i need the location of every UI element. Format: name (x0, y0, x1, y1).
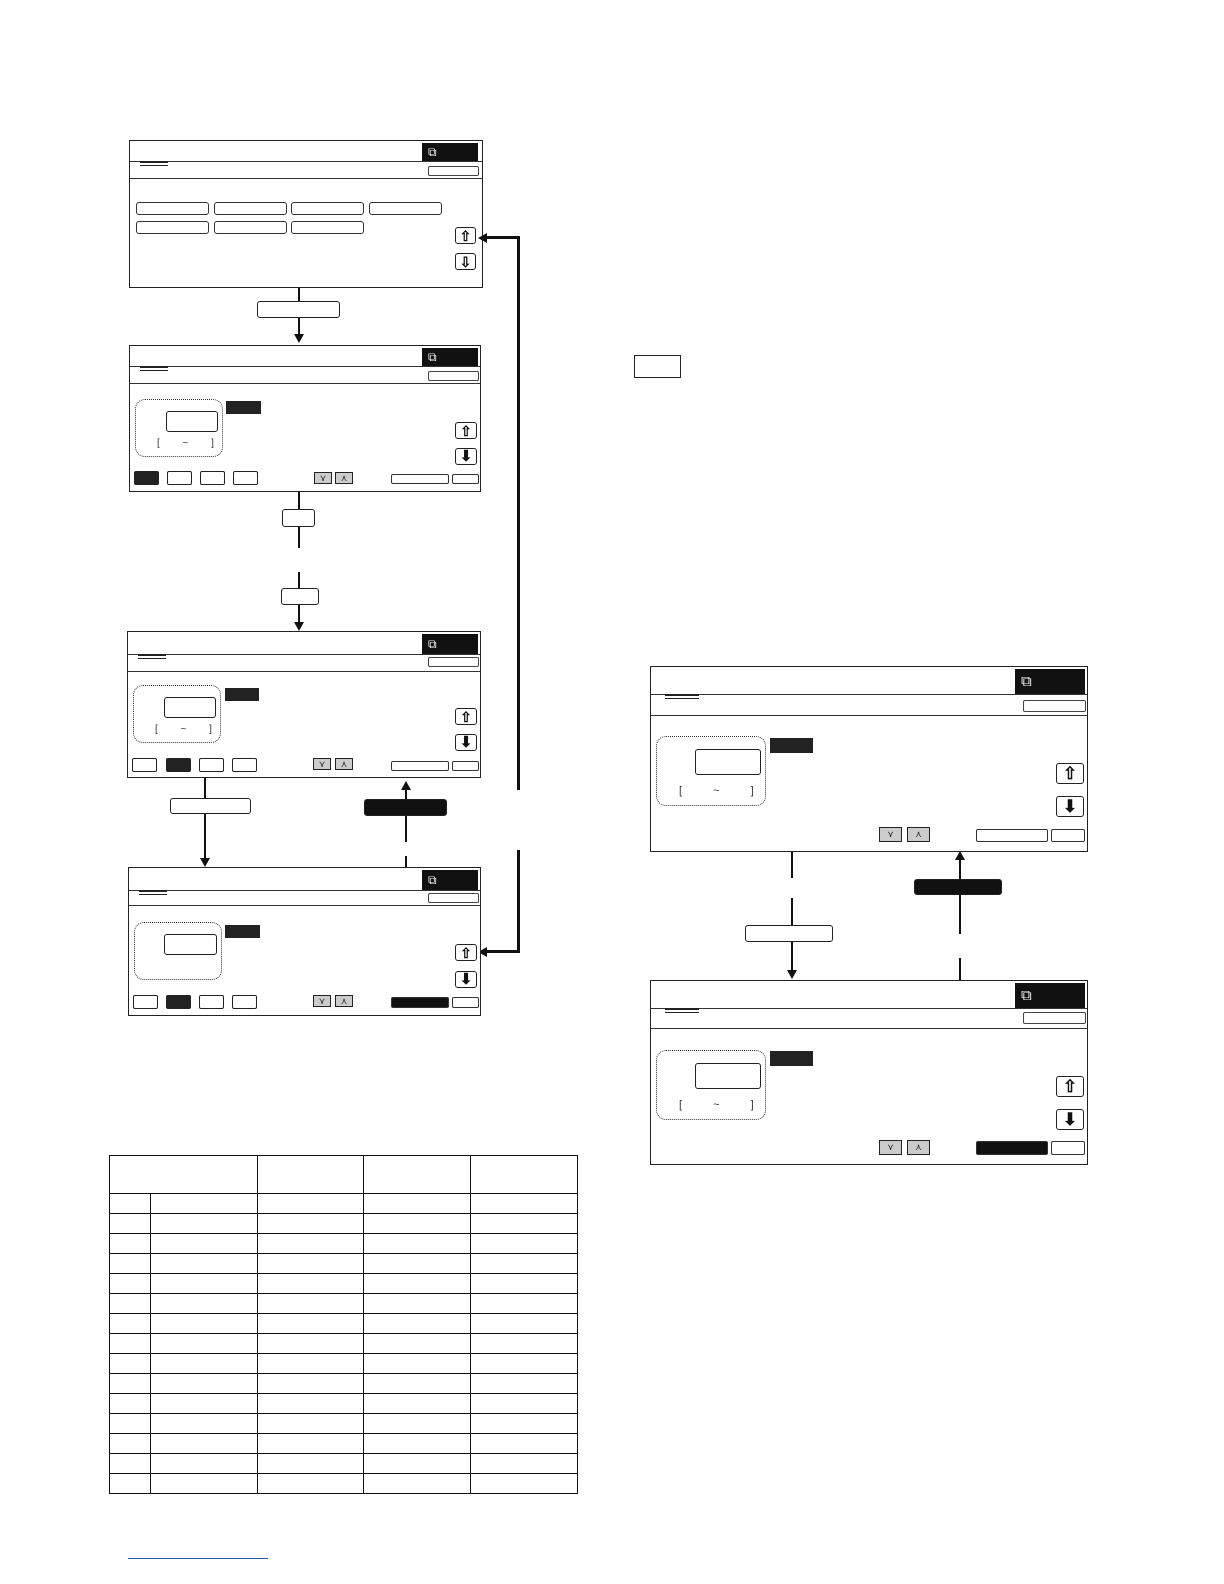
table-cell (257, 1234, 364, 1254)
back-button[interactable] (1051, 1141, 1085, 1155)
loop-line (486, 236, 520, 239)
back-button[interactable] (452, 761, 479, 771)
flow-line (405, 790, 407, 842)
table-cell (471, 1194, 578, 1214)
table-cell (364, 1156, 471, 1194)
table-row (110, 1374, 578, 1394)
up-arrow-icon[interactable]: ⇧ (455, 422, 477, 439)
table-cell (150, 1414, 257, 1434)
loop-line (517, 237, 520, 790)
increase-icon[interactable]: ⋏ (335, 472, 353, 484)
flow-arrowhead (294, 622, 304, 631)
flow-arrowhead (200, 858, 210, 867)
flow-arrowhead (787, 970, 797, 979)
table-cell (110, 1254, 151, 1274)
execute-button[interactable] (976, 1141, 1048, 1155)
copy-mode-icon: ⧉ (428, 873, 437, 887)
up-arrow-icon[interactable]: ⇧ (1056, 1076, 1084, 1097)
table-row (110, 1354, 578, 1374)
flow-arrowhead (401, 781, 411, 790)
table-cell (150, 1234, 257, 1254)
table-cell (110, 1214, 151, 1234)
setting-screen-1 (129, 345, 481, 492)
table-row (110, 1394, 578, 1414)
up-arrow-icon[interactable]: ⇧ (455, 227, 476, 244)
table-cell (257, 1434, 364, 1454)
table-cell (110, 1354, 151, 1374)
table-cell (364, 1474, 471, 1494)
table-cell (150, 1214, 257, 1234)
value-field[interactable] (695, 1063, 761, 1089)
table-row (110, 1194, 578, 1214)
footer-link-line[interactable] (128, 1558, 268, 1559)
table-cell (110, 1414, 151, 1434)
copy-mode-icon: ⧉ (1021, 987, 1032, 1004)
table-row (110, 1414, 578, 1434)
table-row (110, 1234, 578, 1254)
back-button[interactable] (1051, 829, 1085, 842)
tab-button-4[interactable] (232, 758, 257, 772)
table-cell (257, 1374, 364, 1394)
execute-button[interactable] (391, 474, 449, 484)
tab-button-2[interactable] (166, 758, 191, 772)
increase-icon[interactable]: ⋏ (907, 1140, 930, 1155)
table-cell (257, 1354, 364, 1374)
up-arrow-icon[interactable]: ⇧ (455, 708, 477, 725)
tab-button-1[interactable] (134, 471, 159, 485)
table-cell (110, 1374, 151, 1394)
table-cell (364, 1374, 471, 1394)
table-cell (150, 1474, 257, 1494)
table-cell (150, 1334, 257, 1354)
up-arrow-icon[interactable]: ⇧ (455, 944, 477, 961)
down-arrow-icon[interactable]: ⬇ (1056, 796, 1084, 817)
loop-line (486, 950, 520, 953)
item-label-tag (770, 1051, 813, 1066)
table-cell (257, 1274, 364, 1294)
ok-button[interactable] (1023, 700, 1086, 712)
table-cell (150, 1394, 257, 1414)
decrease-icon[interactable]: ⋎ (879, 1140, 902, 1155)
tab-lines-icon (140, 366, 168, 373)
table-cell (110, 1394, 151, 1414)
key-button[interactable] (214, 221, 287, 234)
table-cell (110, 1454, 151, 1474)
table-cell (471, 1214, 578, 1234)
flow-key (257, 301, 340, 318)
table-cell (471, 1234, 578, 1254)
mode-badge[interactable] (422, 870, 478, 890)
key-button[interactable] (214, 202, 287, 215)
setting-screen-4 (650, 666, 1088, 852)
table-row (110, 1294, 578, 1314)
table-row (110, 1454, 578, 1474)
table-cell (364, 1454, 471, 1474)
table-cell (257, 1156, 364, 1194)
value-field[interactable] (166, 411, 218, 432)
table-cell (471, 1274, 578, 1294)
flow-line (959, 860, 961, 934)
table-cell (364, 1194, 471, 1214)
table-cell (150, 1374, 257, 1394)
down-arrow-icon[interactable]: ⬇ (455, 734, 477, 751)
sub-bar (651, 694, 1087, 716)
table-row (110, 1474, 578, 1494)
table-cell (471, 1454, 578, 1474)
table-cell (110, 1474, 151, 1494)
setting-screen-3 (128, 867, 481, 1016)
tab-button-2[interactable] (167, 471, 192, 485)
table-cell (150, 1194, 257, 1214)
decrease-icon[interactable]: ⋎ (313, 758, 331, 770)
copy-mode-icon: ⧉ (428, 637, 437, 651)
flow-line (791, 852, 793, 878)
value-field[interactable] (164, 697, 216, 718)
tab-button-3[interactable] (200, 471, 225, 485)
tab-button-2[interactable] (166, 995, 191, 1009)
increase-icon[interactable]: ⋏ (335, 758, 353, 770)
ok-button[interactable] (428, 371, 479, 381)
item-label-tag (225, 688, 259, 701)
setting-screen-2 (127, 631, 481, 778)
table-cell (257, 1334, 364, 1354)
table-cell (257, 1214, 364, 1234)
table-row (110, 1274, 578, 1294)
table-header-row (110, 1156, 578, 1194)
increase-icon[interactable]: ⋏ (335, 995, 353, 1007)
table-cell (257, 1414, 364, 1434)
ok-button[interactable] (428, 657, 479, 667)
tab-lines-icon (665, 694, 699, 701)
ok-button[interactable] (1023, 1012, 1086, 1024)
item-label-tag (770, 738, 813, 753)
decrease-icon[interactable]: ⋎ (879, 827, 902, 842)
tab-button-3[interactable] (199, 758, 224, 772)
table-cell (150, 1354, 257, 1374)
tab-lines-icon (665, 1008, 699, 1015)
table-cell (471, 1254, 578, 1274)
execute-button[interactable] (976, 829, 1048, 842)
table-cell (364, 1354, 471, 1374)
decrease-icon[interactable]: ⋎ (313, 995, 331, 1007)
table-row (110, 1334, 578, 1354)
setting-screen-5 (650, 980, 1088, 1165)
table-cell (150, 1274, 257, 1294)
increase-icon[interactable]: ⋏ (907, 827, 930, 842)
tab-button-3[interactable] (199, 995, 224, 1009)
table-cell (110, 1274, 151, 1294)
table-cell (471, 1314, 578, 1334)
tab-button-4[interactable] (232, 995, 257, 1009)
flow-key (282, 509, 315, 527)
table-cell (150, 1434, 257, 1454)
item-label-tag (226, 401, 261, 414)
flow-line (204, 778, 206, 860)
flow-key-dark (914, 879, 1002, 895)
down-arrow-icon[interactable]: ⬇ (455, 971, 477, 988)
table-cell (471, 1334, 578, 1354)
flow-arrowhead (955, 851, 965, 860)
table-row (110, 1214, 578, 1234)
flow-key (281, 588, 319, 605)
table-row (110, 1434, 578, 1454)
table-row (110, 1254, 578, 1274)
mode-badge[interactable] (1015, 983, 1085, 1008)
mode-badge[interactable] (1015, 669, 1085, 694)
table-cell (110, 1194, 151, 1214)
tab-lines-icon (140, 161, 168, 168)
table-cell (110, 1434, 151, 1454)
table-cell (471, 1394, 578, 1414)
table-cell (364, 1214, 471, 1234)
table-cell (471, 1374, 578, 1394)
settings-table (109, 1155, 578, 1494)
item-label-tag (225, 925, 260, 938)
table-cell (364, 1234, 471, 1254)
table-cell (364, 1414, 471, 1434)
tab-lines-icon (139, 890, 167, 897)
table-cell (364, 1314, 471, 1334)
flow-key (170, 798, 251, 814)
table-cell (364, 1254, 471, 1274)
table-cell (257, 1314, 364, 1334)
flow-arrowhead (294, 334, 304, 343)
key-button[interactable] (369, 202, 442, 215)
key-button[interactable] (291, 202, 364, 215)
table-cell (150, 1454, 257, 1474)
sub-bar (651, 1008, 1087, 1029)
table-cell (364, 1334, 471, 1354)
flow-line (959, 958, 961, 980)
flow-key (745, 925, 833, 942)
table-cell (471, 1294, 578, 1314)
table-cell (257, 1474, 364, 1494)
up-arrow-icon[interactable]: ⇧ (1056, 763, 1084, 784)
ok-button[interactable] (428, 166, 479, 176)
mode-badge[interactable] (422, 143, 478, 161)
back-button[interactable] (452, 997, 479, 1008)
down-arrow-icon[interactable]: ⬇ (1056, 1109, 1084, 1130)
copy-mode-icon: ⧉ (1021, 673, 1032, 690)
key-button[interactable] (136, 202, 209, 215)
table-cell (471, 1156, 578, 1194)
range-text: [ ~ ] (679, 785, 768, 797)
table-cell (471, 1354, 578, 1374)
ok-button[interactable] (428, 893, 479, 903)
table-cell (364, 1294, 471, 1314)
table-cell (257, 1254, 364, 1274)
table-cell (471, 1474, 578, 1494)
table-cell (150, 1254, 257, 1274)
range-text: [ ~ ] (679, 1099, 768, 1111)
table-cell (257, 1294, 364, 1314)
down-arrow-icon[interactable]: ⇩ (455, 253, 476, 270)
key-list-screen (129, 140, 483, 288)
table-cell (110, 1314, 151, 1334)
mode-badge[interactable] (422, 634, 478, 654)
tab-button-1[interactable] (133, 995, 158, 1009)
table-cell (364, 1274, 471, 1294)
value-field[interactable] (164, 934, 217, 955)
table-cell (110, 1234, 151, 1254)
note-key-box (634, 355, 681, 378)
table-cell (110, 1294, 151, 1314)
table-cell (471, 1414, 578, 1434)
table-row (110, 1314, 578, 1334)
table-cell (150, 1314, 257, 1334)
tab-button-1[interactable] (132, 758, 157, 772)
back-button[interactable] (452, 474, 479, 484)
execute-button[interactable] (391, 761, 449, 771)
table-cell (110, 1156, 258, 1194)
mode-badge[interactable] (422, 348, 478, 366)
table-cell (257, 1454, 364, 1474)
value-field[interactable] (695, 749, 761, 775)
table-cell (364, 1394, 471, 1414)
execute-button[interactable] (391, 997, 449, 1008)
range-text: [ ~ ] (157, 438, 224, 449)
tab-button-4[interactable] (233, 471, 258, 485)
loop-line (517, 850, 520, 952)
key-button[interactable] (136, 221, 209, 234)
down-arrow-icon[interactable]: ⬇ (455, 448, 477, 465)
table-cell (257, 1394, 364, 1414)
range-text: [ ~ ] (155, 724, 222, 735)
table-cell (257, 1194, 364, 1214)
table-cell (110, 1334, 151, 1354)
copy-mode-icon: ⧉ (428, 350, 437, 364)
table-cell (364, 1434, 471, 1454)
tab-lines-icon (138, 654, 166, 661)
copy-mode-icon: ⧉ (428, 145, 437, 159)
decrease-icon[interactable]: ⋎ (314, 472, 332, 484)
table-cell (471, 1434, 578, 1454)
flow-key-dark (364, 799, 447, 816)
table-cell (150, 1294, 257, 1314)
key-button[interactable] (291, 221, 364, 234)
flow-arrowhead (478, 233, 487, 243)
